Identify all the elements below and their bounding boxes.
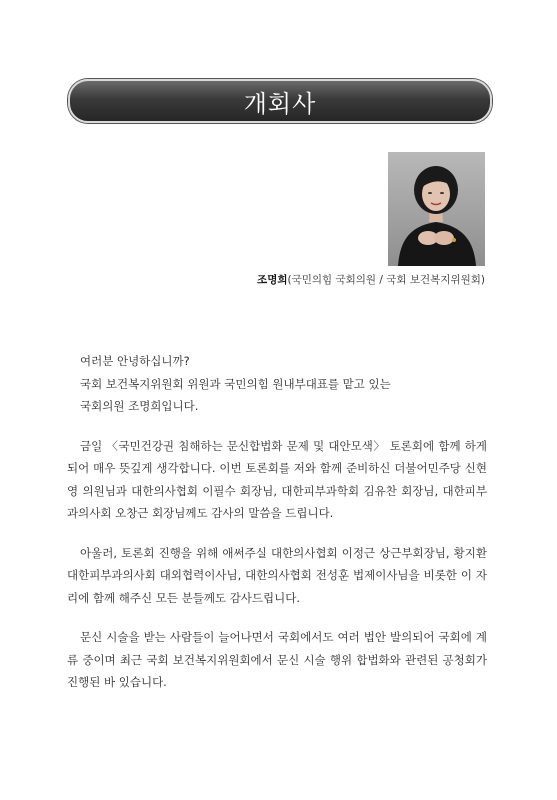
- author-photo: [388, 152, 485, 266]
- greeting-line: 국회 보건복지위원회 위원과 국민의힘 원내부대표를 맡고 있는: [80, 376, 391, 391]
- page-title: 개회사: [243, 89, 317, 118]
- title-banner: [68, 79, 492, 123]
- background-paragraph: 문신 시술을 받는 사람들이 늘어나면서 국회에서도 여러 법안 발의되어 국회에 계류 중이며 최근 국회 보건복지위원회에서 문신 시술 행위 합법화와 관련된 공청회가 진행된 바 있습니다.: [67, 630, 487, 689]
- greeting-line: 국회의원 조명희입니다.: [80, 399, 199, 413]
- portrait-image: [388, 152, 485, 266]
- author-name: 조명희: [257, 274, 288, 286]
- author-caption: [257, 272, 485, 287]
- thanks-participants-paragraph: 아울러, 토론회 진행을 위해 애써주실 대한의사협회 이정근 상근부회장님, 황지환 대한피부과의사회 대외협력이사님, 대한의사협회 전성훈 법제이사님을 비롯한 이 자리에 함께 해주신 모든 분들께도 감사드립니다.: [67, 545, 487, 605]
- speech-body: [67, 350, 487, 711]
- author-affiliation: (국민의힘 국회의원 / 국회 보건복지위원회): [287, 274, 485, 286]
- greeting-paragraph: [67, 350, 487, 418]
- greeting-line: 여러분 안녕하십니까?: [80, 354, 190, 368]
- thanks-organizers-paragraph: 금일 〈국민건강권 침해하는 문신합법화 문제 및 대안모색〉 토론회에 함께 하게 되어 매우 뜻깊게 생각합니다. 이번 토론회를 저와 함께 준비하신 더불어민주당 신현영 의원님과 대한의사협회 이필수 회장님, 대한피부과학회 김유찬 회장님, 대한피부과의사회 오창근 회장님께도 감사의 말씀을 드립니다.: [67, 438, 487, 520]
